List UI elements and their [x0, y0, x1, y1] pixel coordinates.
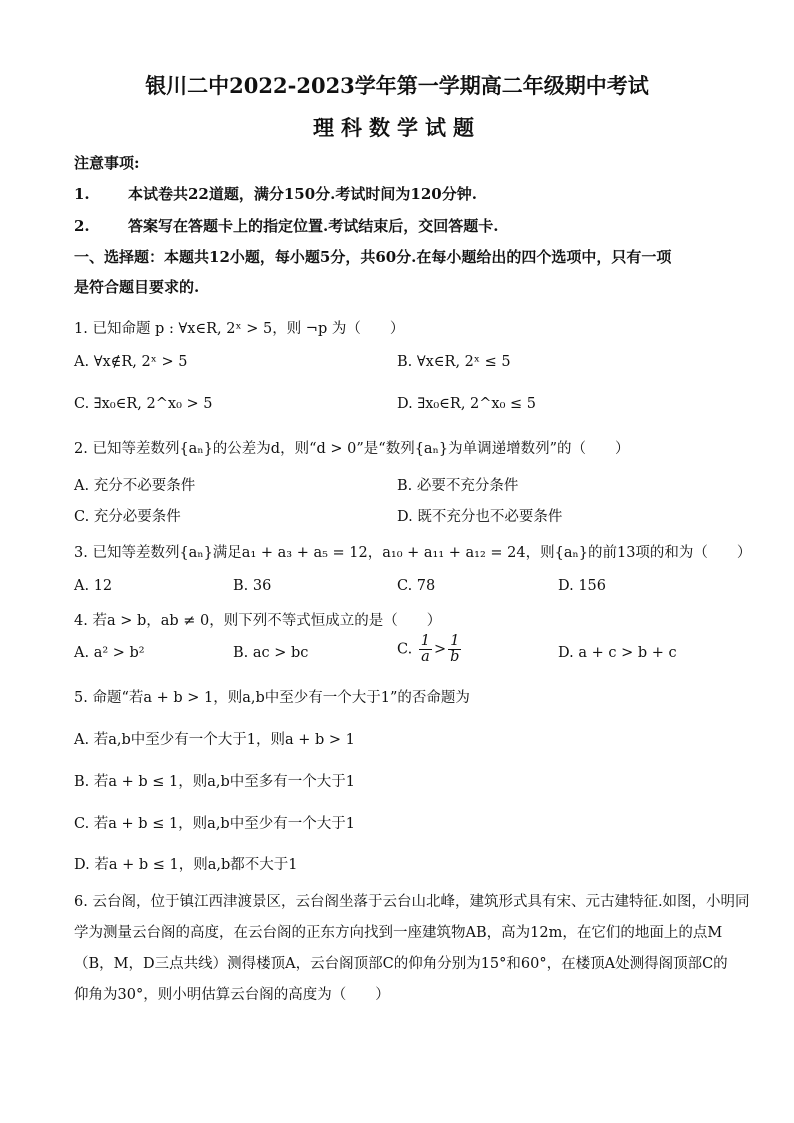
q5-option-b: B. 若a + b ≤ 1，则a,b中至多有一个大于1: [74, 774, 356, 790]
exam-title: 银川二中2022-2023学年第一学期高二年级期中考试: [145, 73, 649, 98]
q1-option-b: B. ∀x∈R, 2ˣ ≤ 5: [397, 354, 511, 370]
exam-subtitle: 理科数学试题: [313, 115, 481, 140]
section-heading-line2: 是符合题目要求的.: [74, 278, 200, 296]
fraction-one-over-a: $\frac{1}{a}$: [420, 633, 431, 666]
note-item-2: [74, 215, 498, 236]
notes-heading: 注意事项:: [74, 154, 140, 172]
q4-option-b: B. ac > bc: [233, 645, 309, 661]
option-label: C.: [397, 641, 413, 658]
question-5-stem: 5. 命题“若a + b > 1，则a,b中至少有一个大于1”的否命题为: [74, 690, 470, 706]
q4-option-a: A. a² > b²: [74, 645, 145, 661]
q2-option-b: B. 必要不充分条件: [397, 478, 519, 494]
note-text: 答案写在答题卡上的指定位置.考试结束后，交回答题卡.: [128, 217, 499, 235]
question-4-stem: 4. 若a > b，ab ≠ 0，则下列不等式恒成立的是（ ）: [74, 613, 442, 629]
q3-option-d: D. 156: [558, 578, 607, 594]
q1-option-d: D. ∃x₀∈R, 2^x₀ ≤ 5: [397, 396, 537, 412]
q2-option-d: D. 既不充分也不必要条件: [397, 509, 563, 525]
fraction-one-over-b: $\frac{1}{b}$: [450, 633, 460, 666]
q3-option-b: B. 36: [233, 578, 272, 594]
q5-option-c: C. 若a + b ≤ 1，则a,b中至少有一个大于1: [74, 816, 355, 832]
q1-option-c: C. ∃x₀∈R, 2^x₀ > 5: [74, 396, 213, 412]
q5-option-d: D. 若a + b ≤ 1，则a,b都不大于1: [74, 857, 298, 873]
question-6-line1: 6. 云台阁，位于镇江西津渡景区，云台阁坐落于云台山北峰，建筑形式具有宋、元古建特征.如图，小明同: [74, 894, 750, 910]
question-1-stem: 1. 已知命题 p : ∀x∈R, 2ˣ > 5，则 ¬p 为（ ）: [74, 321, 405, 337]
greater-than-sign: >: [434, 641, 447, 658]
q4-option-c: [397, 634, 463, 665]
q3-option-c: C. 78: [397, 578, 436, 594]
q2-option-c: C. 充分必要条件: [74, 509, 181, 525]
q5-option-a: A. 若a,b中至少有一个大于1，则a + b > 1: [74, 732, 355, 748]
question-6-line3: （B，M，D三点共线）测得楼顶A，云台阁顶部C的仰角分别为15°和60°，在楼顶A处测得阁顶部C的: [74, 956, 728, 972]
q4-option-d: D. a + c > b + c: [558, 645, 677, 661]
question-6-line2: 学为测量云台阁的高度，在云台阁的正东方向找到一座建筑物AB，高为12m，在它们的地面上的点M: [74, 925, 723, 941]
q3-option-a: A. 12: [74, 578, 113, 594]
note-number: 2.: [74, 217, 90, 235]
question-3-stem: 3. 已知等差数列{aₙ}满足a₁ + a₃ + a₅ = 12，a₁₀ + a₁₁ + a₁₂ = 24，则{aₙ}的前13项的和为（ ）: [74, 545, 752, 561]
section-heading-line1: 一、选择题：本题共12小题，每小题5分，共60分.在每小题给出的四个选项中，只有一项: [74, 248, 672, 266]
note-item-1: [74, 183, 477, 204]
note-number: 1.: [74, 185, 90, 203]
question-2-stem: 2. 已知等差数列{aₙ}的公差为d，则“d > 0”是“数列{aₙ}为单调递增数列”的（ ）: [74, 441, 630, 457]
note-text: 本试卷共22道题，满分150分.考试时间为120分钟.: [128, 185, 477, 203]
q2-option-a: A. 充分不必要条件: [74, 478, 196, 494]
q1-option-a: A. ∀x∉R, 2ˣ > 5: [74, 354, 188, 370]
question-6-line4: 仰角为30°，则小明估算云台阁的高度为（ ）: [74, 987, 390, 1003]
